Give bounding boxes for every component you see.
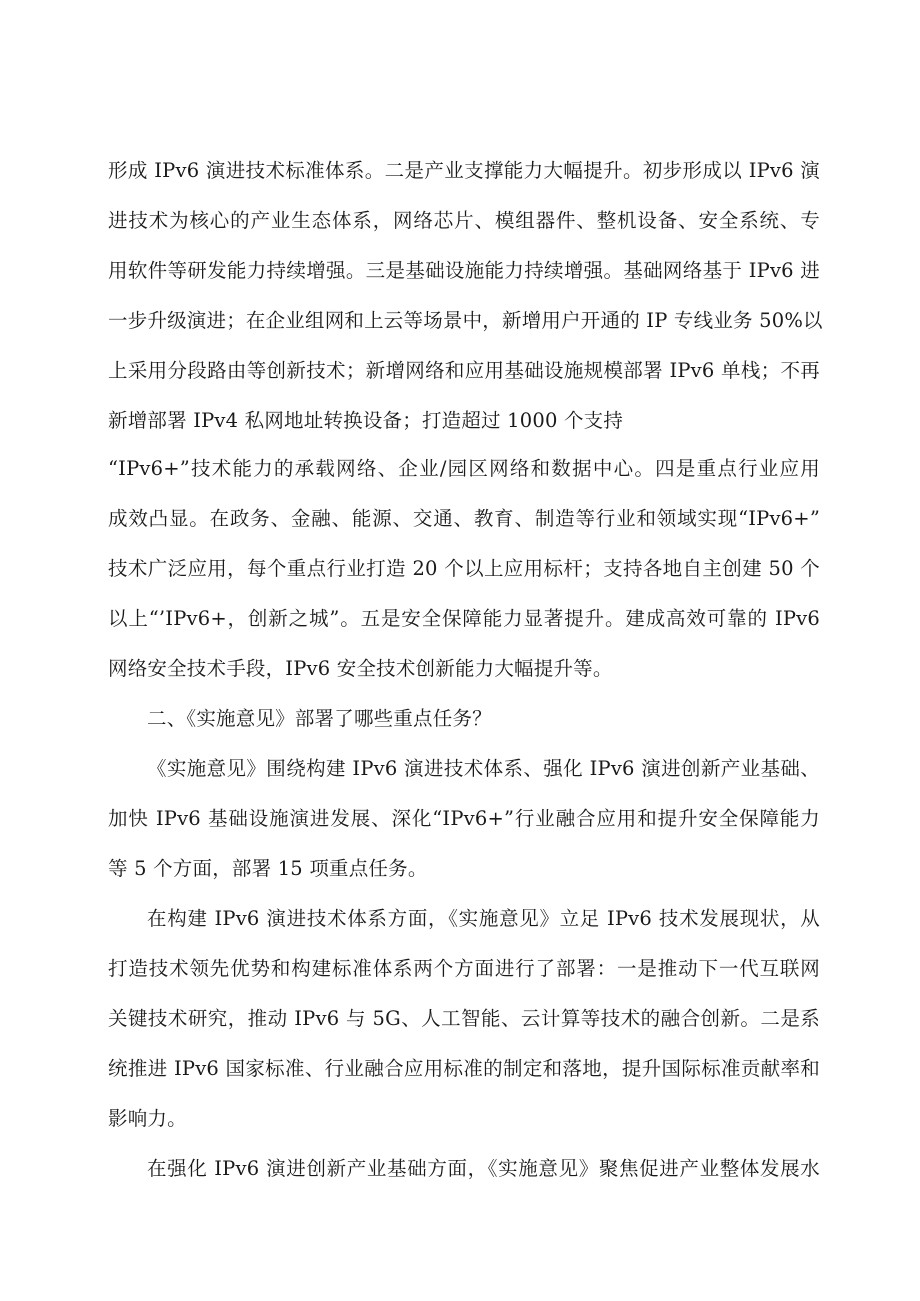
section-heading: 二、《实施意见》部署了哪些重点任务？ (147, 707, 492, 730)
body-text-line: 关键技术研究，推动 IPv6 与 5G、人工智能、云计算等技术的融合创新。二是系 (108, 1007, 820, 1030)
body-text-line: 新增部署 IPv4 私网地址转换设备；打造超过 1000 个支持 (108, 409, 624, 432)
body-text-line: 一步升级演进；在企业组网和上云等场景中，新增用户开通的 IP 专线业务 50%以 (108, 309, 823, 332)
body-text-line: 加快 IPv6 基础设施演进发展、深化“IPv6+”行业融合应用和提升安全保障能力 (108, 807, 820, 830)
body-text-line: 《实施意见》围绕构建 IPv6 演进技术体系、强化 IPv6 演进创新产业基础、 (147, 757, 820, 780)
body-text-line: 形成 IPv6 演进技术标准体系。二是产业支撑能力大幅提升。初步形成以 IPv6 演 (108, 159, 820, 182)
body-text-line: 网络安全技术手段，IPv6 安全技术创新能力大幅提升等。 (108, 657, 613, 680)
body-text-line: 用软件等研发能力持续增强。三是基础设施能力持续增强。基础网络基于 IPv6 进 (108, 259, 820, 282)
body-text-line: 成效凸显。在政务、金融、能源、交通、教育、制造等行业和领域实现“IPv6+” (108, 507, 820, 530)
body-text-line: 上采用分段路由等创新技术；新增网络和应用基础设施规模部署 IPv6 单栈；不再 (108, 359, 820, 382)
body-text-line: 打造技术领先优势和构建标准体系两个方面进行了部署：一是推动下一代互联网 (108, 957, 820, 980)
body-text-line: 在强化 IPv6 演进创新产业基础方面，《实施意见》聚焦促进产业整体发展水 (147, 1157, 820, 1180)
body-text-line: 以上“’IPv6+，创新之城”。五是安全保障能力显著提升。建成高效可靠的 IPv6 (108, 607, 820, 630)
body-text-line: 影响力。 (108, 1107, 187, 1130)
body-text-line: 在构建 IPv6 演进技术体系方面，《实施意见》立足 IPv6 技术发展现状，从 (147, 907, 820, 930)
body-text-line: 进技术为核心的产业生态体系，网络芯片、模组器件、整机设备、安全系统、专 (108, 209, 820, 232)
body-text-line: 技术广泛应用，每个重点行业打造 20 个以上应用标杆；支持各地自主创建 50 个 (108, 557, 820, 580)
body-text-line: 统推进 IPv6 国家标准、行业融合应用标准的制定和落地，提升国际标准贡献率和 (108, 1057, 820, 1080)
body-text-line: 等 5 个方面，部署 15 项重点任务。 (108, 857, 428, 880)
body-text-line: “IPv6+”技术能力的承载网络、企业/园区网络和数据中心。四是重点行业应用 (108, 457, 820, 480)
